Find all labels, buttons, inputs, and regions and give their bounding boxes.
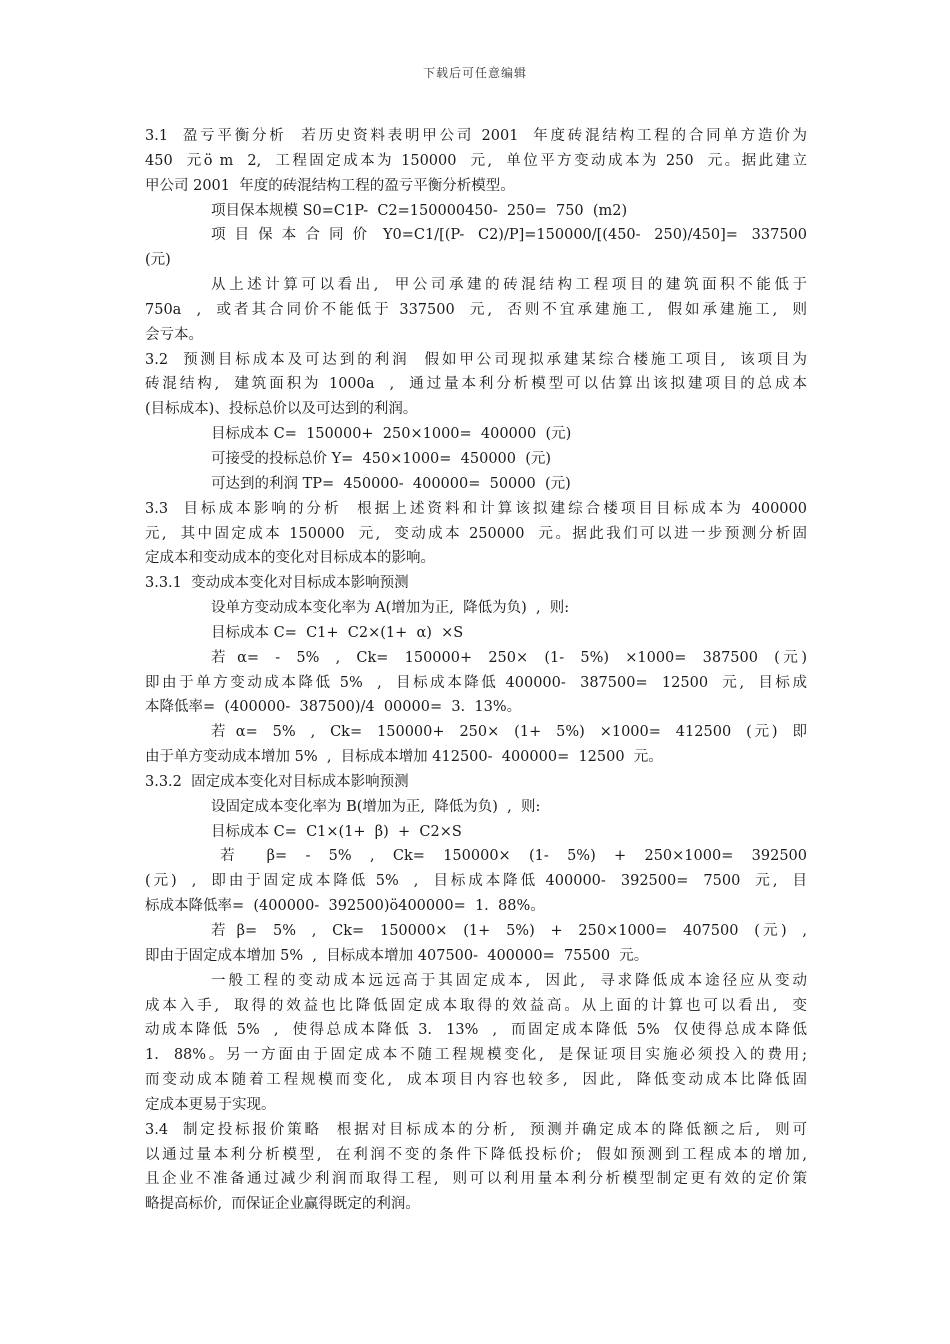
text-line: 项目保本规模 S0=C1P- C2=150000450- 250= 750 (m2) — [211, 202, 628, 219]
document-body — [145, 124, 807, 1217]
text-line: 3.3.1 变动成本变化对目标成本影响预测 — [145, 575, 409, 592]
text-line: 即由于固定成本增加 5% , 目标成本增加 407500- 400000= 75500 元。 — [145, 947, 649, 964]
text-line: 若 β= - 5% , Ck= 150000× (1- 5%) + 250×1000= 392500 — [211, 848, 807, 865]
text-line: 目标成本 C= C1×(1+ β) + C2×S — [211, 823, 462, 840]
text-line: 元, 其中固定成本 150000 元, 变动成本 250000 元。据此我们可以进一步预测分析固 — [145, 525, 807, 542]
text-line: 3.1 盈亏平衡分析 若历史资料表明甲公司 2001 年度砖混结构工程的合同单方造价为 — [145, 128, 807, 144]
text-line: 以通过量本利分析模型, 在利润不变的条件下降低投标价; 假如预测到工程成本的增加, — [145, 1146, 807, 1163]
text-line: 项 目 保 本 合 同 价 Y0=C1/[(P- C2)/P]=150000/[(450- 250)/450]= 337500 — [211, 227, 807, 244]
text-line: 750a , 或者其合同价不能低于 337500 元, 否则不宜承建施工, 假如承建施工, 则 — [145, 301, 807, 318]
text-line: 定成本和变动成本的变化对目标成本的影响。 — [145, 550, 435, 567]
text-line: (元) — [145, 252, 171, 269]
text-line: 可接受的投标总价 Y= 450×1000= 450000 (元) — [211, 450, 552, 467]
text-line: (元) , 即由于固定成本降低 5% , 目标成本降低 400000- 392500= 7500 元, 目 — [145, 873, 807, 890]
text-line: 由于单方变动成本增加 5% , 目标成本增加 412500- 400000= 12500 元。 — [145, 749, 663, 766]
page-header: 下载后可任意编辑 — [422, 66, 527, 80]
text-line: 可达到的利润 TP= 450000- 400000= 50000 (元) — [211, 475, 571, 492]
text-line: 3.3 目标成本影响的分析 根据上述资料和计算该拟建综合楼项目目标成本为 400000 — [145, 500, 807, 517]
text-line: 成本入手, 取得的效益也比降低固定成本取得的效益高。从上面的计算也可以看出, 变 — [145, 997, 807, 1014]
text-line: 即由于单方变动成本降低 5% , 目标成本降低 400000- 387500= 12500 元, 目标成 — [145, 674, 807, 691]
text-line: 设单方变动成本变化率为 A(增加为正, 降低为负) , 则: — [211, 600, 570, 617]
text-line: 本降低率= (400000- 387500)/4 00000= 3. 13%。 — [145, 699, 522, 716]
text-line: 若 β= 5% , Ck= 150000× (1+ 5%) + 250×1000= 407500 (元) , — [211, 923, 807, 939]
text-line: (目标成本)、投标总价以及可达到的利润。 — [145, 401, 418, 418]
text-line: 一般工程的变动成本远远高于其固定成本, 因此, 寻求降低成本途径应从变动 — [211, 972, 807, 989]
text-line: 且企业不准备通过减少利润而取得工程, 则可以利用量本利分析模型制定更有效的定价策 — [145, 1171, 807, 1188]
text-line: 目标成本 C= C1+ C2×(1+ α) ×S — [211, 624, 464, 641]
text-line: 标成本降低率= (400000- 392500)ö400000= 1. 88%。 — [145, 898, 545, 915]
text-line: 1. 88%。另一方面由于固定成本不随工程规模变化, 是保证项目实施必须投入的费用; — [145, 1047, 807, 1064]
text-line: 定成本更易于实现。 — [145, 1096, 276, 1113]
text-line: 砖混结构, 建筑面积为 1000a , 通过量本利分析模型可以估算出该拟建项目的总成本 — [145, 376, 807, 393]
text-line: 会亏本。 — [145, 326, 203, 343]
text-line: 若 α= 5% , Ck= 150000+ 250× (1+ 5%) ×1000= 412500 (元) 即 — [211, 724, 807, 741]
text-line: 甲公司 2001 年度的砖混结构工程的盈亏平衡分析模型。 — [145, 177, 515, 194]
text-line: 3.3.2 固定成本变化对目标成本影响预测 — [145, 773, 409, 790]
text-line: 450 元ö m 2, 工程固定成本为 150000 元, 单位平方变动成本为 250 元。据此建立 — [145, 152, 807, 169]
text-line: 若 α= - 5% , Ck= 150000+ 250× (1- 5%) ×1000= 387500 (元) — [211, 649, 807, 666]
text-line: 3.4 制定投标报价策略 根据对目标成本的分析, 预测并确定成本的降低额之后, 则可 — [145, 1121, 807, 1138]
text-line: 动成本降低 5% , 使得总成本降低 3. 13% , 而固定成本降低 5% 仅使得总成本降低 — [145, 1022, 807, 1039]
text-line: 从上述计算可以看出, 甲公司承建的砖混结构工程项目的建筑面积不能低于 — [211, 277, 807, 294]
text-line: 设固定成本变化率为 B(增加为正, 降低为负) , 则: — [211, 798, 541, 815]
text-line: 而变动成本随着工程规模而变化, 成本项目内容也较多, 因此, 降低变动成本比降低固 — [145, 1072, 807, 1089]
text-line: 略提高标价, 而保证企业赢得既定的利润。 — [145, 1196, 420, 1213]
text-line: 3.2 预测目标成本及可达到的利润 假如甲公司现拟承建某综合楼施工项目, 该项目为 — [145, 351, 807, 368]
text-line: 目标成本 C= 150000+ 250×1000= 400000 (元) — [211, 426, 572, 443]
